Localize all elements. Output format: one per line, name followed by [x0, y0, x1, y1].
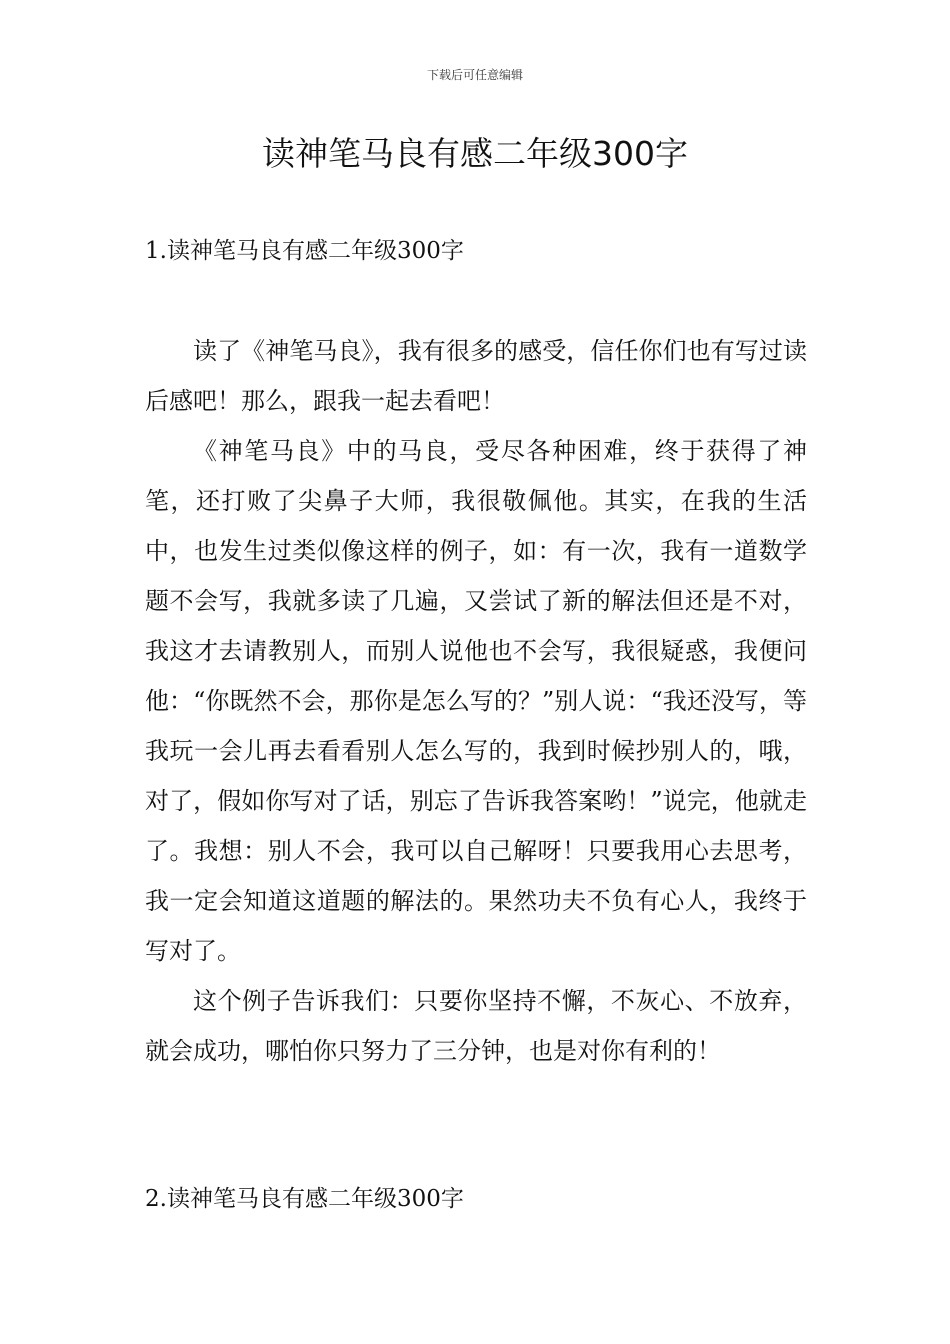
section-1-body	[145, 326, 807, 1076]
section-1-paragraph-1: 读了《神笔马良》，我有很多的感受，信任你们也有写过读后感吧！那么，跟我一起去看吧！	[145, 337, 807, 415]
document-title: 读神笔马良有感二年级300字	[262, 134, 688, 173]
page-header-note: 下载后可任意编辑	[426, 68, 523, 82]
section-1-paragraph-2: 《神笔马良》中的马良，受尽各种困难，终于获得了神笔，还打败了尖鼻子大师，我很敬佩他。其实，在我的生活中，也发生过类似像这样的例子，如：有一次，我有一道数学题不会写，我就多读了几遍，又尝试了新的解法但还是不对，我这才去请教别人，而别人说他也不会写，我很疑惑，我便问他：“你既然不会，那你是怎么写的？”别人说：“我还没写，等我玩一会儿再去看看别人怎么写的，我到时候抄别人的，哦，对了，假如你写对了话，别忘了告诉我答案哟！”说完，他就走了。我想：别人不会，我可以自己解呀！只要我用心去思考，我一定会知道这道题的解法的。果然功夫不负有心人，我终于写对了。	[145, 437, 807, 965]
section-1-paragraph-3: 这个例子告诉我们：只要你坚持不懈，不灰心、不放弃，就会成功，哪怕你只努力了三分钟，也是对你有利的！	[145, 987, 807, 1065]
section-2-heading: 2.读神笔马良有感二年级300字	[145, 1186, 464, 1212]
section-1-heading: 1.读神笔马良有感二年级300字	[145, 238, 464, 264]
